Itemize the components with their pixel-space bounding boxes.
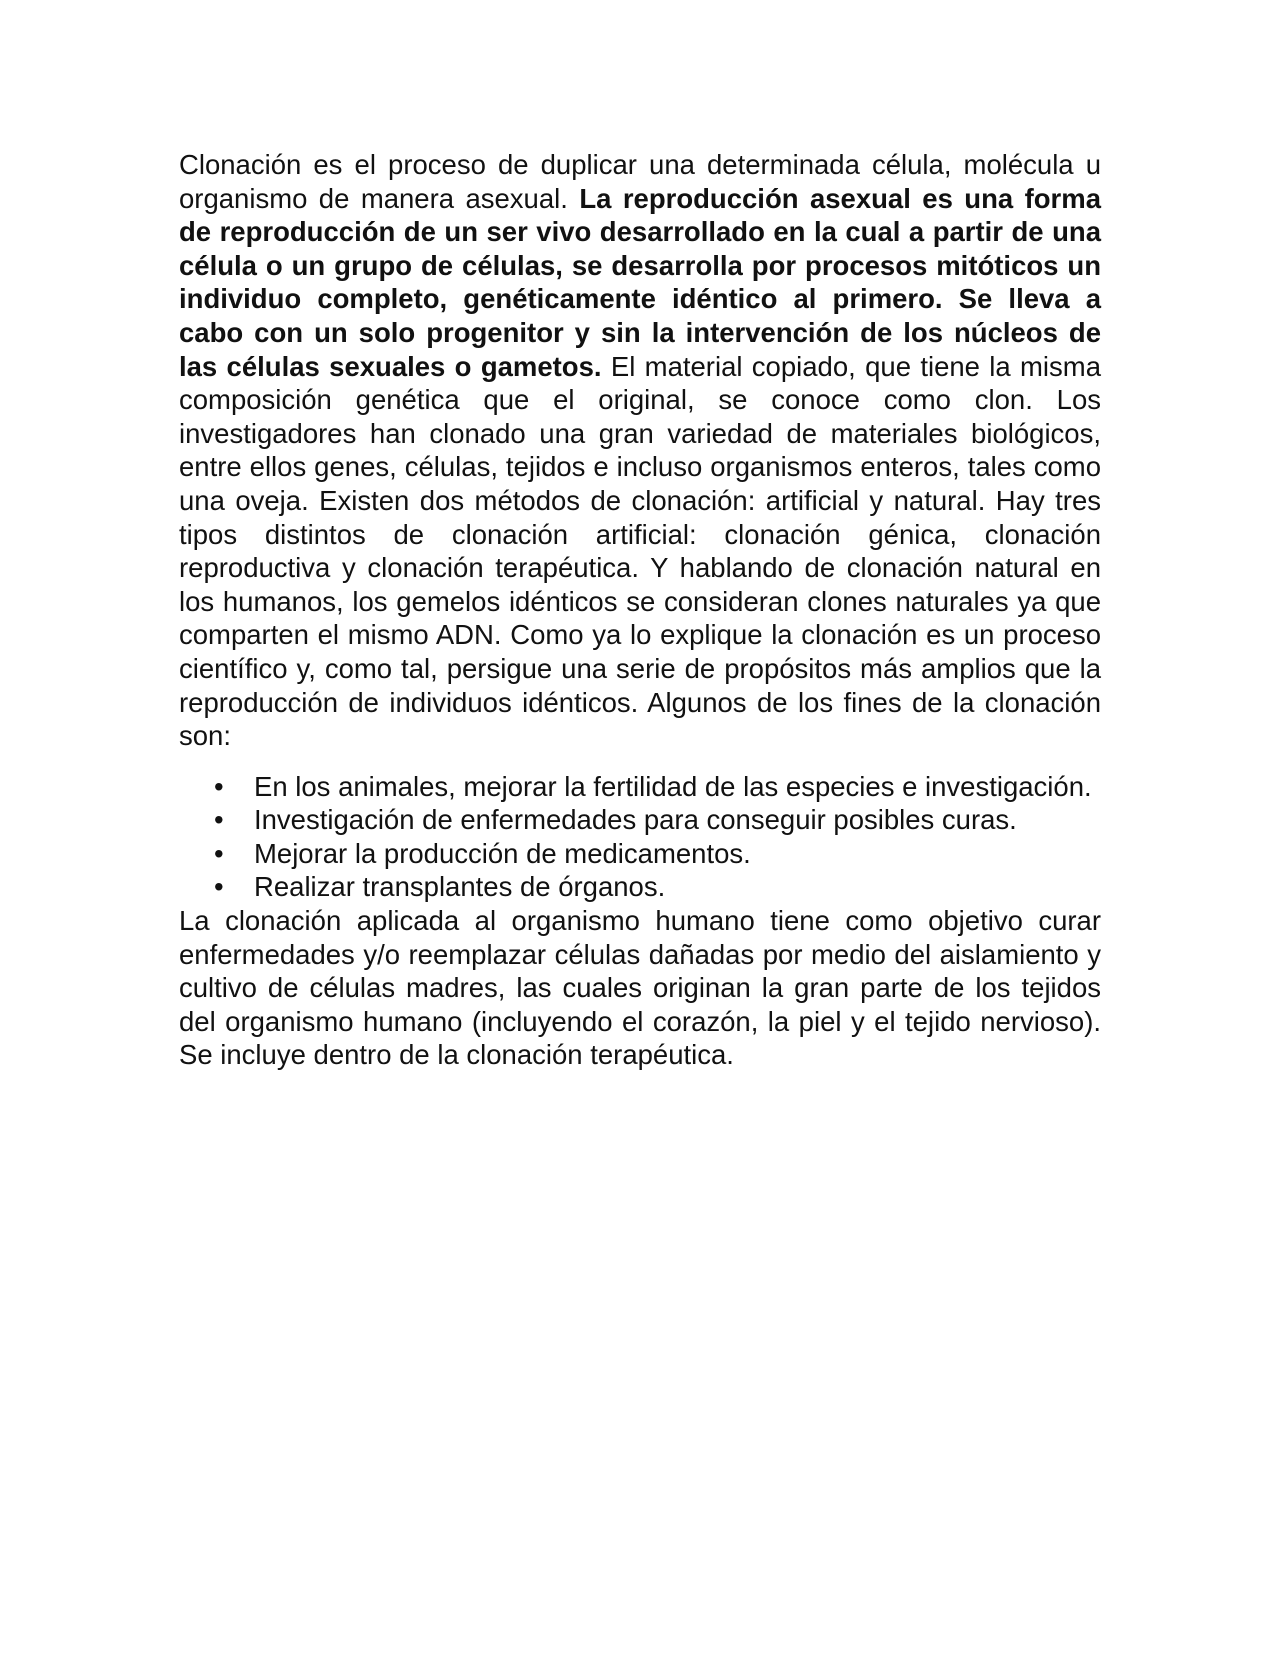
paragraph-intro-bold-text: La reproducción asexual es una forma de reproducción de un ser vivo desarrollado en la cual a partir de una célula o un grupo de células, se desarrolla por procesos mitóticos un individuo completo, genéticamente idéntico al primero. Se lleva a cabo con un solo progenitor y sin la intervención de los núcleos de las células sexuales o gametos.	[179, 182, 1101, 382]
list-item	[179, 837, 1101, 871]
bullet-icon: •	[214, 770, 224, 802]
paragraph-intro	[179, 148, 1101, 753]
document-body	[179, 148, 1101, 1072]
purposes-list	[179, 770, 1101, 904]
list-item	[179, 803, 1101, 837]
bullet-icon: •	[214, 871, 224, 903]
paragraph-conclusion: La clonación aplicada al organismo humano tiene como objetivo curar enfermedades y/o reemplazar células dañadas por medio del aislamiento y cultivo de células madres, las cuales originan la gran parte de los tejidos del organismo humano (incluyendo el corazón, la piel y el tejido nervioso). Se incluye dentro de la clonación terapéutica.	[179, 905, 1101, 1071]
list-item-text: En los animales, mejorar la fertilidad de las especies e investigación.	[254, 770, 1092, 802]
list-item	[179, 770, 1101, 804]
list-item-text: Mejorar la producción de medicamentos.	[254, 837, 751, 869]
bullet-icon: •	[214, 837, 224, 869]
paragraph-intro-text-2: El material copiado, que tiene la misma composición genética que el original, se conoce como clon. Los investigadores han clonado una gran variedad de materiales biológicos, entre ellos genes, células, tejidos e incluso organismos enteros, tales como una oveja. Existen dos métodos de clonación: artificial y natural. Hay tres tipos distintos de clonación artificial: clonación génica, clonación reproductiva y clonación terapéutica. Y hablando de clonación natural en los humanos, los gemelos idénticos se consideran clones naturales ya que comparten el mismo ADN. Como ya lo explique la clonación es un proceso científico y, como tal, persigue una serie de propósitos más amplios que la reproducción de individuos idénticos. Algunos de los fines de la clonación son:	[179, 350, 1101, 752]
list-item	[179, 870, 1101, 904]
list-item-text: Investigación de enfermedades para conseguir posibles curas.	[254, 804, 1017, 836]
list-item-text: Realizar transplantes de órganos.	[254, 871, 666, 903]
paragraph-intro-text-1: Clonación es el proceso de duplicar una determinada célula, molécula u organismo de manera asexual.	[179, 149, 1101, 214]
bullet-icon: •	[214, 804, 224, 836]
